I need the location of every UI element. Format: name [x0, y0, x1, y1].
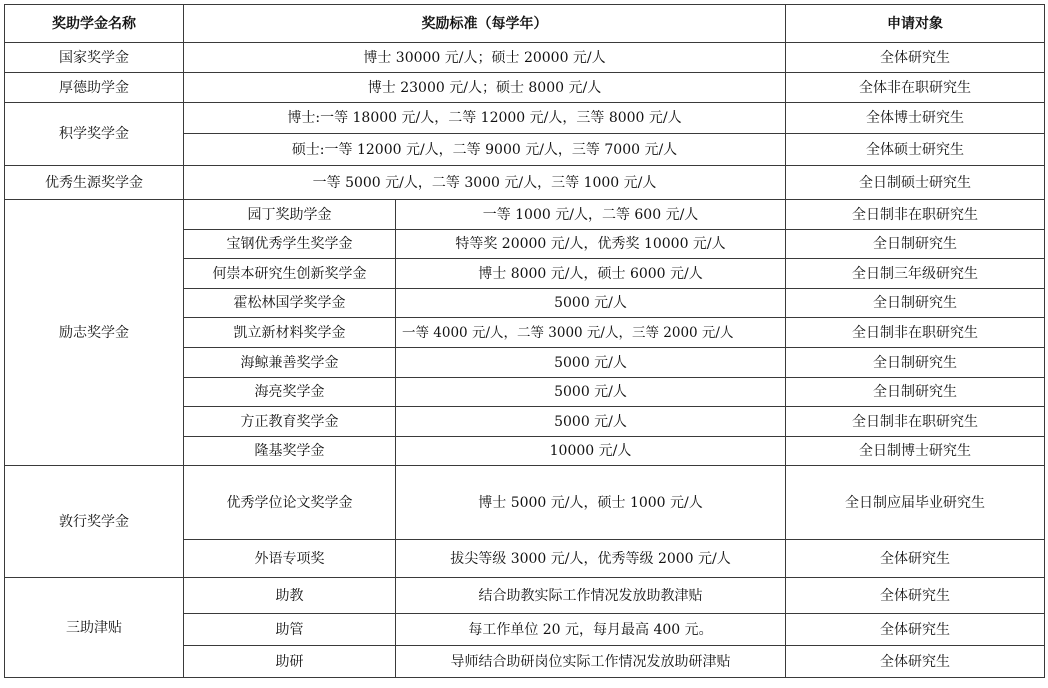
standard-cell: 每工作单位 20 元，每月最高 400 元。	[396, 614, 786, 646]
standard-cell: 5000 元/人	[396, 407, 786, 437]
standard-cell: 导师结合助研岗位实际工作情况发放助研津贴	[396, 646, 786, 678]
target-cell: 全日制应届毕业研究生	[786, 466, 1045, 540]
target-cell: 全体研究生	[786, 43, 1045, 73]
standard-cell: 结合助教实际工作情况发放助教津贴	[396, 578, 786, 614]
table-row	[5, 166, 1045, 200]
standard-cell: 5000 元/人	[396, 289, 786, 318]
target-cell: 全体硕士研究生	[786, 134, 1045, 166]
scholarship-name: 敦行奖学金	[5, 466, 184, 578]
target-cell: 全体研究生	[786, 578, 1045, 614]
standard-cell: 5000 元/人	[396, 378, 786, 407]
table-row	[5, 43, 1045, 73]
target-cell: 全日制研究生	[786, 378, 1045, 407]
sub-scholarship-name: 海鲸兼善奖学金	[184, 348, 396, 378]
sub-scholarship-name: 霍松林国学奖学金	[184, 289, 396, 318]
standard-cell: 博士:一等 18000 元/人，二等 12000 元/人，三等 8000 元/人	[184, 103, 786, 134]
scholarship-name: 励志奖学金	[5, 200, 184, 466]
sub-scholarship-name: 凯立新材料奖学金	[184, 318, 396, 348]
standard-cell: 10000 元/人	[396, 437, 786, 466]
sub-scholarship-name: 海亮奖学金	[184, 378, 396, 407]
standard-cell: 特等奖 20000 元/人，优秀奖 10000 元/人	[396, 230, 786, 259]
target-cell: 全体研究生	[786, 614, 1045, 646]
target-cell: 全体非在职研究生	[786, 73, 1045, 103]
target-cell: 全日制非在职研究生	[786, 318, 1045, 348]
target-cell: 全日制非在职研究生	[786, 407, 1045, 437]
standard-cell: 拔尖等级 3000 元/人，优秀等级 2000 元/人	[396, 540, 786, 578]
sub-scholarship-name: 外语专项奖	[184, 540, 396, 578]
target-cell: 全日制硕士研究生	[786, 166, 1045, 200]
standard-cell: 博士 5000 元/人，硕士 1000 元/人	[396, 466, 786, 540]
standard-cell: 5000 元/人	[396, 348, 786, 378]
sub-scholarship-name: 方正教育奖学金	[184, 407, 396, 437]
standard-cell: 一等 4000 元/人，二等 3000 元/人，三等 2000 元/人	[396, 318, 786, 348]
scholarship-table	[4, 4, 1045, 678]
sub-scholarship-name: 园丁奖助学金	[184, 200, 396, 230]
target-cell: 全日制三年级研究生	[786, 259, 1045, 289]
target-cell: 全日制研究生	[786, 348, 1045, 378]
sub-scholarship-name: 隆基奖学金	[184, 437, 396, 466]
table-row	[5, 200, 1045, 230]
target-cell: 全日制研究生	[786, 289, 1045, 318]
sub-scholarship-name: 优秀学位论文奖学金	[184, 466, 396, 540]
target-cell: 全体研究生	[786, 540, 1045, 578]
scholarship-name: 国家奖学金	[5, 43, 184, 73]
target-cell: 全日制非在职研究生	[786, 200, 1045, 230]
sub-scholarship-name: 助管	[184, 614, 396, 646]
target-cell: 全体研究生	[786, 646, 1045, 678]
header-target: 申请对象	[786, 5, 1045, 43]
sub-scholarship-name: 何崇本研究生创新奖学金	[184, 259, 396, 289]
standard-cell: 博士 30000 元/人；硕士 20000 元/人	[184, 43, 786, 73]
header-row	[5, 5, 1045, 43]
scholarship-name: 三助津贴	[5, 578, 184, 678]
sub-scholarship-name: 宝钢优秀学生奖学金	[184, 230, 396, 259]
header-standard: 奖励标准（每学年）	[184, 5, 786, 43]
header-name: 奖助学金名称	[5, 5, 184, 43]
scholarship-name: 优秀生源奖学金	[5, 166, 184, 200]
table-row	[5, 73, 1045, 103]
table-row	[5, 466, 1045, 540]
target-cell: 全日制研究生	[786, 230, 1045, 259]
standard-cell: 博士 8000 元/人，硕士 6000 元/人	[396, 259, 786, 289]
sub-scholarship-name: 助研	[184, 646, 396, 678]
scholarship-name: 积学奖学金	[5, 103, 184, 166]
target-cell: 全日制博士研究生	[786, 437, 1045, 466]
table-row	[5, 103, 1045, 134]
table-row	[5, 578, 1045, 614]
target-cell: 全体博士研究生	[786, 103, 1045, 134]
standard-cell: 硕士:一等 12000 元/人，二等 9000 元/人，三等 7000 元/人	[184, 134, 786, 166]
standard-cell: 一等 5000 元/人，二等 3000 元/人，三等 1000 元/人	[184, 166, 786, 200]
scholarship-name: 厚德助学金	[5, 73, 184, 103]
sub-scholarship-name: 助教	[184, 578, 396, 614]
standard-cell: 一等 1000 元/人，二等 600 元/人	[396, 200, 786, 230]
standard-cell: 博士 23000 元/人；硕士 8000 元/人	[184, 73, 786, 103]
